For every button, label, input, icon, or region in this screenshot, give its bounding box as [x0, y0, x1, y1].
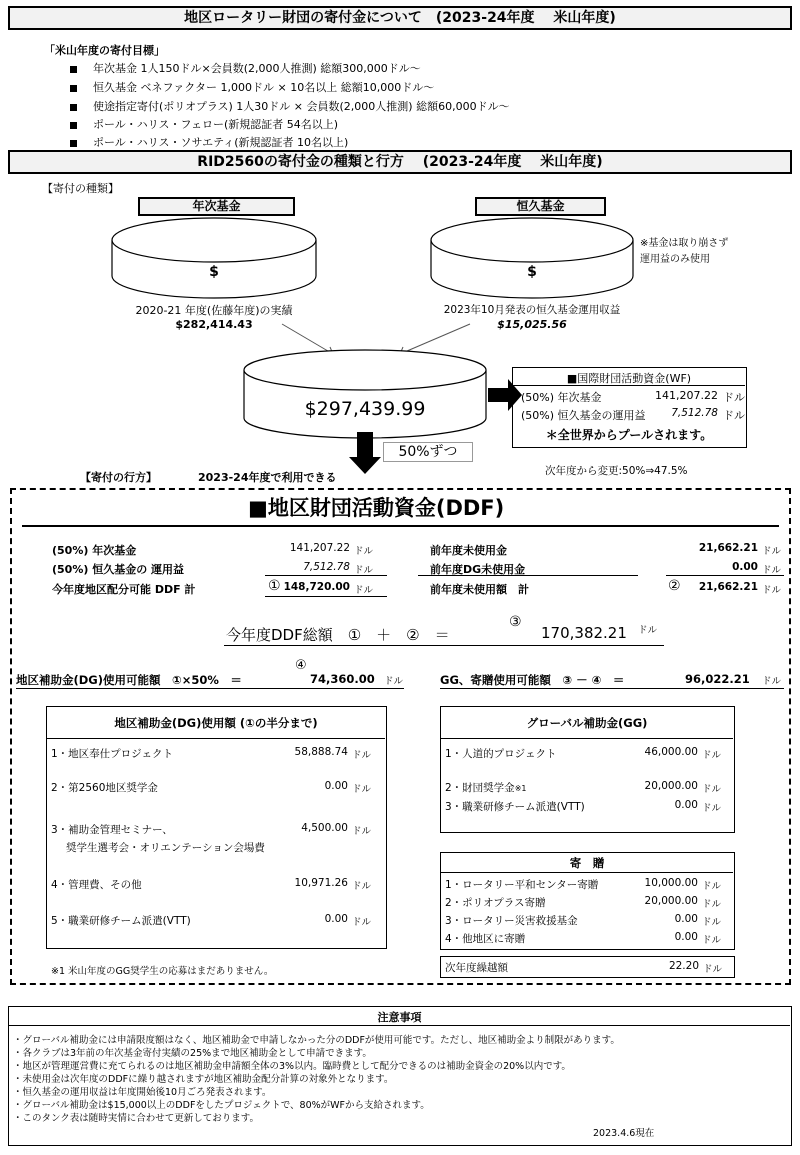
annual-caption: 2020-21 年度(佐藤年度)の実績	[135, 304, 293, 317]
notes-date: 2023.4.6現在	[593, 1128, 655, 1139]
dg-item-value: 58,888.74	[294, 746, 348, 758]
dollar-symbol: $	[209, 264, 219, 280]
wf-change-note: 次年度から変更:50%⇒47.5%	[545, 465, 688, 477]
ddf-right-value: 21,662.21	[698, 542, 758, 554]
endowment-fund-tank	[431, 218, 633, 298]
wf-row-value: 141,207.22	[655, 389, 718, 402]
sum-line	[265, 575, 387, 576]
goal-text: ポール・ハリス・ソサエティ(新規認証者 10名以上)	[93, 136, 349, 149]
gg-item-label: 1・人道的プロジェクト	[445, 748, 557, 760]
ddf-left-value: 7,512.78	[303, 561, 350, 573]
half-label: 50%ずつ	[383, 442, 473, 462]
unit-label: ドル	[702, 899, 722, 910]
dg-item-label-cont: 奨学生選考会・オリエンテーション会場費	[66, 842, 265, 854]
endowment-note: ※基金は取り崩さず	[640, 238, 729, 249]
unit-label: ドル	[354, 585, 374, 596]
ddf-divider	[22, 525, 779, 527]
sum-line	[265, 596, 387, 597]
dg-available-underline	[16, 688, 404, 689]
ddf-left-label: (50%) 恒久基金の 運用益	[52, 563, 185, 576]
wf-box	[512, 367, 747, 448]
ddf-total-formula: 今年度DDF総額 ① ＋ ② ＝	[226, 626, 450, 644]
total-tank	[244, 350, 486, 438]
gg-item-label	[445, 780, 526, 795]
ddf-left-value: 148,720.00	[283, 581, 350, 593]
notes-panel	[8, 1006, 792, 1146]
unit-label: ドル	[723, 391, 745, 404]
note-line: ・恒久基金の運用収益は年度開始後10月ごろ発表されます。	[13, 1087, 272, 1098]
goal-text: 恒久基金 ベネファクター 1,000ドル × 10名以上 総額10,000ドル～	[93, 81, 435, 94]
unit-label: ドル	[702, 750, 722, 761]
dg-item-value: 0.00	[324, 780, 348, 792]
destination-usage: 2023-24年度で利用できる	[198, 471, 337, 484]
ddf-right-value: 0.00	[732, 561, 758, 573]
ddf-left-label: 今年度地区配分可能 DDF 計	[52, 583, 196, 596]
gg-item-label: 3・職業研修チーム派遣(VTT)	[445, 801, 585, 813]
unit-label: ドル	[352, 917, 372, 928]
ddf-total-value: 170,382.21	[541, 624, 627, 642]
unit-label: ドル	[762, 565, 782, 576]
gg-item-note: ※1	[514, 784, 527, 793]
note-line: ・グローバル補助金は$15,000以上のDDFをしたプロジェクトで、80%がWFから支給されます。	[13, 1100, 430, 1111]
endowment-caption: 2023年10月発表の恒久基金運用収益	[443, 304, 621, 316]
unit-label: ドル	[352, 750, 372, 761]
gg-item-value: 20,000.00	[644, 780, 698, 792]
unit-label: ドル	[762, 676, 782, 687]
note-line: ・グローバル補助金には申請限度額はなく、地区補助金で申請しなかった分のDDFが使用可能です。ただし、地区補助金より制限があります。	[13, 1035, 620, 1046]
note-line: ・各クラブは3年前の年次基金寄付実績の25%まで地区補助金として申請できます。	[13, 1048, 372, 1059]
dg-item-label: 3・補助金管理セミナー、	[51, 824, 173, 836]
carryover-value: 22.20	[668, 960, 699, 972]
donation-item-value: 20,000.00	[644, 895, 698, 907]
sum-line	[666, 575, 784, 576]
total-underline	[224, 645, 664, 646]
gg-item-value: 46,000.00	[644, 746, 698, 758]
dg-box-title: 地区補助金(DG)使用額 (①の半分まで)	[114, 716, 318, 730]
note-line: ・未使用金は次年度のDDFに繰り越されますが地区補助金配分計算の対象外となります。	[13, 1074, 394, 1085]
endowment-note: 運用益のみ使用	[640, 254, 710, 265]
unit-label: ドル	[702, 935, 722, 946]
donation-item-value: 0.00	[674, 931, 698, 943]
unit-label: ドル	[638, 625, 658, 636]
wf-row-label: (50%) 恒久基金の運用益	[521, 409, 646, 422]
donation-item-value: 10,000.00	[644, 877, 698, 889]
gg-available-underline	[440, 688, 784, 689]
dg-item-label: 4・管理費、その他	[51, 879, 142, 891]
page-title: 地区ロータリー財団の寄付金について (2023-24年度 米山年度)	[8, 6, 792, 30]
ddf-right-label: 前年度DG未使用金	[430, 563, 526, 576]
unit-label: ドル	[354, 546, 374, 557]
unit-label: ドル	[762, 585, 782, 596]
carryover-label: 次年度繰越額	[445, 962, 508, 974]
goal-text: 使途指定寄付(ポリオプラス) 1人30ドル × 会員数(2,000人推測) 総額60,000ドル～	[93, 100, 510, 113]
dg-item-value: 4,500.00	[301, 822, 348, 834]
unit-label: ドル	[352, 826, 372, 837]
dg-available-label: 地区補助金(DG)使用可能額 ①×50% ＝	[16, 673, 242, 687]
ddf-left-value: 141,207.22	[289, 542, 350, 554]
unit-label: ドル	[352, 881, 372, 892]
note-line: ・このタンク表は随時実情に合わせて更新しております。	[13, 1113, 260, 1124]
unit-label: ドル	[702, 784, 722, 795]
wf-row-value: 7,512.78	[671, 407, 718, 419]
total-amount: $297,439.99	[304, 398, 426, 420]
note-line: ・地区が管理運営費に充てられるのは地区補助金申請額全体の3%以内。臨時費として配分できるのは補助金資金の20%以内です。	[13, 1061, 571, 1072]
marker-2: ②	[668, 578, 681, 594]
annual-fund-tank	[112, 218, 316, 298]
ddf-left-label: (50%) 年次基金	[52, 544, 137, 557]
dg-item-label: 5・職業研修チーム派遣(VTT)	[51, 915, 191, 927]
dollar-symbol: $	[527, 264, 537, 280]
goals-heading: 「米山年度の寄付目標」	[44, 44, 165, 57]
dg-available-value: 74,360.00	[310, 672, 375, 686]
sum-line	[418, 575, 638, 576]
dg-item-label: 1・地区奉仕プロジェクト	[51, 748, 173, 760]
carryover-box	[440, 956, 735, 978]
notes-title: 注意事項	[377, 1011, 422, 1024]
unit-label: ドル	[702, 881, 722, 892]
notes-list	[13, 1034, 620, 1125]
donation-item-label: 2・ポリオプラス寄贈	[445, 897, 546, 909]
dg-item-label: 2・第2560地区奨学金	[51, 782, 158, 794]
goal-text: ポール・ハリス・フェロー(新規認証者 54名以上)	[93, 118, 339, 131]
unit-label: ドル	[762, 546, 782, 557]
dg-item-value: 10,971.26	[294, 877, 348, 889]
wf-pool-note: ＊全世界からプールされます。	[545, 428, 713, 442]
gg-available-value: 96,022.21	[685, 672, 750, 686]
wf-title: ■国際財団活動資金(WF)	[566, 372, 692, 385]
marker-1: ①	[268, 578, 281, 594]
dg-footnote: ※1 米山年度のGG奨学生の応募はまだありません。	[51, 966, 274, 977]
unit-label: ドル	[352, 784, 372, 795]
section-title: RID2560の寄付金の種類と行方 (2023-24年度 米山年度)	[8, 150, 792, 174]
ddf-title: ■地区財団活動資金(DDF)	[248, 496, 505, 520]
gg-box-title: グローバル補助金(GG)	[526, 716, 648, 730]
gg-item-text: 2・財団奨学金	[445, 782, 515, 794]
wf-row-label: (50%) 年次基金	[521, 391, 602, 404]
gg-available-label: GG、寄贈使用可能額 ③ － ④ ＝	[440, 673, 625, 687]
annual-amount: $282,414.43	[175, 318, 253, 331]
marker-3: ③	[509, 614, 522, 630]
donation-item-value: 0.00	[674, 913, 698, 925]
donation-item-label: 1・ロータリー平和センター寄贈	[445, 879, 599, 891]
types-label: 【寄付の種類】	[42, 182, 119, 195]
unit-label: ドル	[703, 964, 723, 975]
unit-label: ドル	[384, 676, 404, 687]
ddf-right-label: 前年度未使用額 計	[430, 583, 529, 596]
donation-item-label: 3・ロータリー災害救援基金	[445, 915, 578, 927]
endowment-amount: $15,025.56	[497, 318, 567, 331]
donation-item-label: 4・他地区に寄贈	[445, 933, 526, 945]
ddf-right-label: 前年度未使用金	[430, 544, 507, 557]
goal-text: 年次基金 1人150ドル×会員数(2,000人推測) 総額300,000ドル～	[93, 62, 421, 75]
dg-item-value: 0.00	[324, 913, 348, 925]
destination-label: 【寄付の行方】	[80, 471, 157, 484]
unit-label: ドル	[354, 565, 374, 576]
donation-box-title: 寄 贈	[569, 856, 605, 870]
gg-item-value: 0.00	[674, 799, 698, 811]
unit-label: ドル	[723, 409, 745, 422]
unit-label: ドル	[702, 917, 722, 928]
endowment-fund-label: 恒久基金	[475, 197, 606, 216]
unit-label: ドル	[702, 803, 722, 814]
ddf-right-value: 21,662.21	[698, 581, 758, 593]
annual-fund-label: 年次基金	[138, 197, 295, 216]
marker-4: ④	[295, 658, 307, 673]
